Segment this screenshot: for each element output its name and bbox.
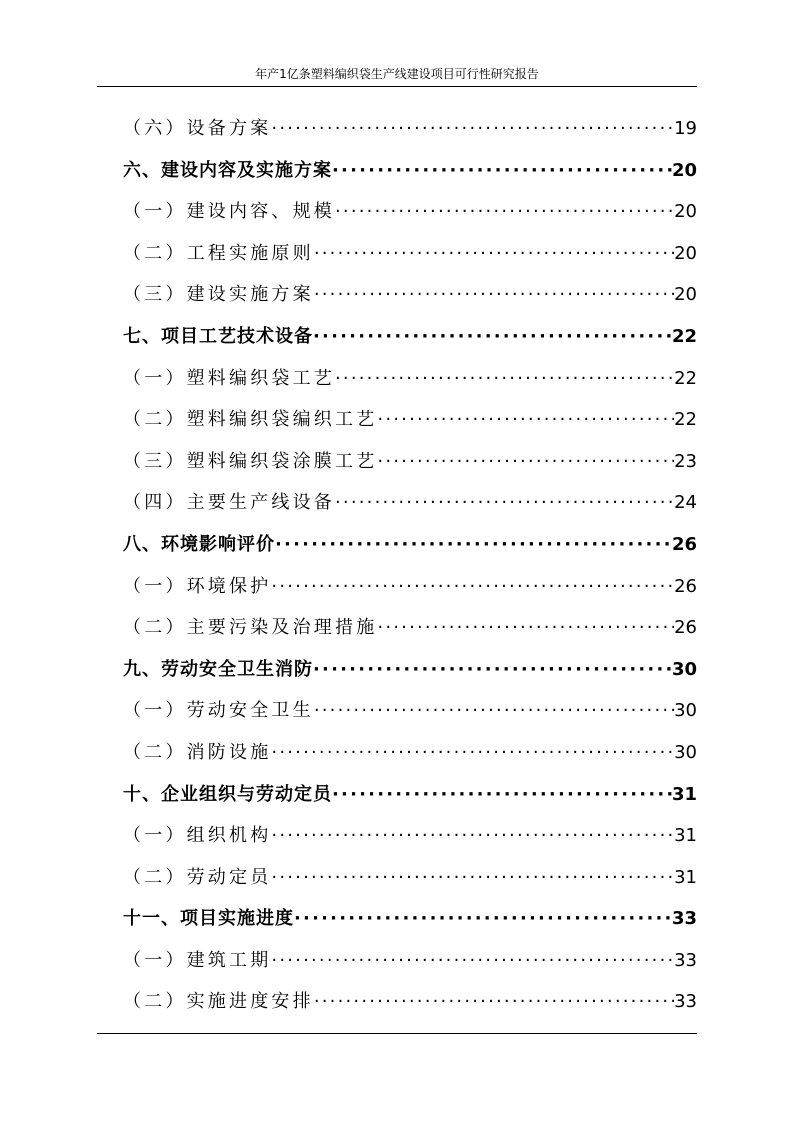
toc-entry-label: （六）设备方案 bbox=[123, 118, 272, 139]
toc-dot-leader bbox=[271, 566, 674, 608]
toc-dot-leader bbox=[335, 358, 674, 400]
toc-dot-leader bbox=[271, 815, 674, 857]
toc-dot-leader bbox=[314, 274, 674, 316]
toc-dot-leader bbox=[332, 150, 672, 192]
toc-chapter-entry[interactable] bbox=[123, 774, 697, 816]
toc-entry-label: 七、项目工艺技术设备 bbox=[123, 325, 313, 347]
toc-section-entry[interactable] bbox=[123, 857, 697, 899]
toc-section-entry[interactable] bbox=[123, 482, 697, 524]
header-rule bbox=[97, 86, 697, 87]
toc-page-number: 23 bbox=[674, 450, 697, 472]
toc-section-entry[interactable] bbox=[123, 940, 697, 982]
toc-page-number: 31 bbox=[674, 825, 697, 847]
toc-page-number: 30 bbox=[671, 658, 697, 680]
toc-dot-leader bbox=[271, 732, 674, 774]
toc-entry-label: （三）塑料编织袋涂膜工艺 bbox=[123, 450, 378, 472]
toc-entry-label: （三）建设实施方案 bbox=[123, 284, 314, 306]
toc-page-number: 26 bbox=[674, 617, 697, 639]
toc-chapter-entry[interactable] bbox=[123, 150, 697, 192]
toc-page-number: 24 bbox=[674, 492, 697, 514]
toc-chapter-entry[interactable] bbox=[123, 524, 697, 566]
toc-page-number: 20 bbox=[671, 159, 697, 181]
toc-entry-label: （二）塑料编织袋编织工艺 bbox=[123, 409, 378, 431]
running-header-title: 年产1亿条塑料编织袋生产线建设项目可行性研究报告 bbox=[255, 67, 539, 81]
toc-page-number: 33 bbox=[674, 949, 697, 971]
toc-entry-label: （二）工程实施原则 bbox=[123, 242, 314, 264]
toc-page-number: 31 bbox=[671, 783, 697, 805]
toc-entry-label: 六、建设内容及实施方案 bbox=[123, 159, 332, 181]
toc-entry-label: （一）环境保护 bbox=[123, 575, 272, 597]
toc-entry-label: （一）劳动安全卫生 bbox=[123, 700, 314, 722]
toc-page-number: 20 bbox=[674, 201, 697, 223]
toc-page-number: 26 bbox=[671, 533, 697, 555]
toc-entry-label: （一）塑料编织袋工艺 bbox=[123, 367, 335, 389]
toc-section-entry[interactable] bbox=[123, 607, 697, 649]
toc-dot-leader bbox=[271, 857, 674, 899]
toc-entry-label: 九、劳动安全卫生消防 bbox=[123, 658, 313, 680]
toc-section-entry[interactable] bbox=[123, 732, 697, 774]
toc-dot-leader bbox=[271, 108, 674, 150]
toc-dot-leader bbox=[313, 316, 672, 358]
toc-page-number: 20 bbox=[674, 242, 697, 264]
toc-page-number: 31 bbox=[674, 866, 697, 888]
toc-page-number: 22 bbox=[674, 367, 697, 389]
toc-entry-label: 十一、项目实施进度 bbox=[123, 908, 294, 930]
toc-chapter-entry[interactable] bbox=[123, 649, 697, 691]
toc-section-entry[interactable] bbox=[123, 233, 697, 275]
toc-entry-label: （四）主要生产线设备 bbox=[123, 492, 335, 514]
footer-rule bbox=[97, 1033, 697, 1034]
toc-entry-label: （一）组织机构 bbox=[123, 825, 272, 847]
toc-dot-leader bbox=[314, 690, 674, 732]
toc-page-number: 33 bbox=[671, 908, 697, 930]
toc-dot-leader bbox=[377, 399, 674, 441]
toc-dot-leader bbox=[332, 774, 672, 816]
toc-page-number: 22 bbox=[674, 409, 697, 431]
toc-entry-label: （二）实施进度安排 bbox=[123, 991, 314, 1013]
toc-dot-leader bbox=[314, 981, 674, 1023]
toc-dot-leader bbox=[294, 898, 672, 940]
toc-section-entry[interactable] bbox=[123, 358, 697, 400]
toc-page-number: 19 bbox=[674, 118, 697, 139]
toc-section-entry[interactable] bbox=[123, 274, 697, 316]
toc-dot-leader bbox=[377, 607, 674, 649]
toc-dot-leader bbox=[313, 649, 672, 691]
toc-section-entry[interactable] bbox=[123, 399, 697, 441]
toc-section-entry[interactable] bbox=[123, 191, 697, 233]
toc-page-number: 26 bbox=[674, 575, 697, 597]
toc-dot-leader bbox=[314, 233, 674, 275]
toc-page-number: 22 bbox=[671, 325, 697, 347]
toc-section-entry[interactable] bbox=[123, 441, 697, 483]
toc-section-entry[interactable] bbox=[123, 981, 697, 1023]
toc-dot-leader bbox=[275, 524, 672, 566]
toc-entry-label: 十、企业组织与劳动定员 bbox=[123, 783, 332, 805]
toc-page-number: 20 bbox=[674, 284, 697, 306]
toc-section-entry[interactable] bbox=[123, 815, 697, 857]
toc-chapter-entry[interactable] bbox=[123, 898, 697, 940]
toc-section-entry[interactable] bbox=[123, 108, 697, 150]
toc-entry-label: （二）主要污染及治理措施 bbox=[123, 617, 378, 639]
toc-section-entry[interactable] bbox=[123, 690, 697, 732]
toc-chapter-entry[interactable] bbox=[123, 316, 697, 358]
toc-entry-label: （二）消防设施 bbox=[123, 741, 272, 763]
toc-dot-leader bbox=[335, 191, 674, 233]
toc-dot-leader bbox=[271, 940, 674, 982]
toc-entry-label: （一）建设内容、规模 bbox=[123, 201, 335, 223]
toc-page-number: 30 bbox=[674, 700, 697, 722]
toc-entry-label: 八、环境影响评价 bbox=[123, 533, 275, 555]
toc-entry-label: （一）建筑工期 bbox=[123, 949, 272, 971]
toc-dot-leader bbox=[335, 482, 674, 524]
toc-entry-label: （二）劳动定员 bbox=[123, 866, 272, 888]
toc-section-entry[interactable] bbox=[123, 566, 697, 608]
toc-page-number: 30 bbox=[674, 741, 697, 763]
table-of-contents bbox=[123, 108, 697, 1023]
toc-page-number: 33 bbox=[674, 991, 697, 1013]
toc-dot-leader bbox=[377, 441, 674, 483]
